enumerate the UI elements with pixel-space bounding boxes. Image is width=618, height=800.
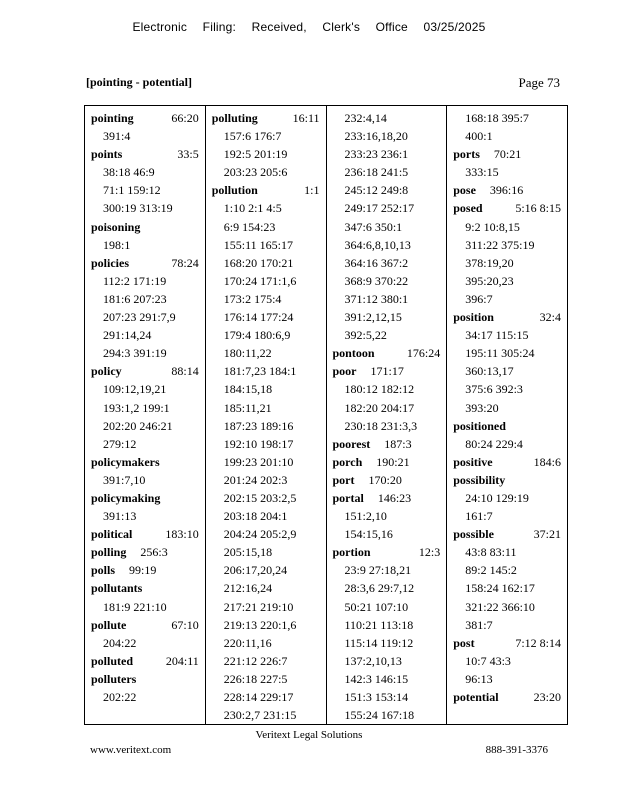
index-entry xyxy=(453,308,567,326)
index-ref: 190:21 xyxy=(376,454,410,469)
index-ref-line: 202:22 xyxy=(103,690,137,704)
index-ref-line: 180:11,22 xyxy=(223,346,272,361)
index-word: policy xyxy=(91,364,122,379)
index-ref-line: 245:12 249:8 xyxy=(344,183,409,198)
index-ref-line: 202:20 246:21 xyxy=(103,418,173,433)
index-ref: 176:24 xyxy=(406,346,441,361)
filing-header xyxy=(0,20,618,34)
index-ref-line: 193:1,2 199:1 xyxy=(103,400,170,415)
index-ref-line: 207:23 291:7,9 xyxy=(103,310,176,325)
index-ref-line: 232:4,14 xyxy=(344,111,387,125)
index-word: pose xyxy=(453,183,476,198)
index-ref-line: 71:1 159:12 xyxy=(103,183,161,198)
index-ref-line: 233:23 236:1 xyxy=(344,147,409,162)
index-ref-line: 391:2,12,15 xyxy=(344,310,402,325)
index-ref: 1:1 xyxy=(304,183,320,198)
index-ref-line: 393:20 xyxy=(465,400,499,415)
index-word: portion xyxy=(332,545,371,560)
index-ref-line: 192:5 201:19 xyxy=(223,147,288,162)
index-word: ports xyxy=(453,147,480,162)
index-ref-line: 154:15,16 xyxy=(344,527,393,542)
index-ref-line: 220:11,16 xyxy=(223,635,272,650)
index-ref-line: 400:1 xyxy=(465,129,493,144)
index-ref-line: 236:18 241:5 xyxy=(344,165,409,180)
index-word: poor xyxy=(332,364,357,379)
index-ref-line: 311:22 375:19 xyxy=(465,237,535,252)
index-word: post xyxy=(453,635,475,650)
index-ref: 184:6 xyxy=(533,454,561,469)
index-entry xyxy=(91,453,205,471)
index-ref-line: 378:19,20 xyxy=(465,255,514,270)
index-ref-line: 180:12 182:12 xyxy=(344,382,415,397)
index-entry xyxy=(91,362,205,380)
index-ref-line: 375:6 392:3 xyxy=(465,382,523,397)
index-ref-line: 205:15,18 xyxy=(223,545,273,560)
index-entry xyxy=(333,489,447,507)
index-ref: 5:16 8:15 xyxy=(515,201,561,216)
index-ref-line: 233:16,18,20 xyxy=(344,129,408,144)
page-number: Page 73 xyxy=(518,75,560,90)
index-word: polling xyxy=(91,545,127,560)
index-ref-line: 203:23 205:6 xyxy=(223,165,288,180)
index-ref-line: 360:13,17 xyxy=(465,364,514,379)
index-ref: 16:11 xyxy=(292,111,320,125)
index-ref-line: 230:18 231:3,3 xyxy=(344,418,418,433)
index-ref-line: 206:17,20,24 xyxy=(223,563,288,578)
header-received: Received, xyxy=(251,20,307,34)
index-word: poorest xyxy=(332,436,371,451)
index-ref: 32:4 xyxy=(539,310,561,325)
index-ref-line: 181:7,23 184:1 xyxy=(223,364,297,379)
index-ref-line: 155:11 165:17 xyxy=(223,237,293,252)
index-ref: 204:11 xyxy=(165,653,199,668)
footer-website: www.veritext.com xyxy=(90,744,172,756)
index-ref-line: 80:24 229:4 xyxy=(465,436,523,451)
index-ref-line: 192:10 198:17 xyxy=(223,436,294,451)
index-word: posed xyxy=(453,201,483,216)
index-entry xyxy=(91,543,205,561)
index-ref-line: 176:14 177:24 xyxy=(223,310,294,325)
index-ref-line: 391:7,10 xyxy=(103,472,146,487)
index-ref-line: 333:15 xyxy=(465,165,499,180)
index-ref-line: 158:24 162:17 xyxy=(465,581,535,596)
index-entry xyxy=(333,344,447,362)
index-entry xyxy=(333,435,447,453)
index-ref-line: 392:5,22 xyxy=(344,328,387,343)
index-word: policies xyxy=(91,255,129,270)
index-ref-line: 9:2 10:8,15 xyxy=(465,219,520,234)
index-ref-line: 230:2,7 231:15 xyxy=(223,708,297,723)
index-word: points xyxy=(91,147,123,162)
word-index-grid xyxy=(84,105,568,725)
index-ref-line: 321:22 366:10 xyxy=(465,599,535,614)
index-ref: 7:12 8:14 xyxy=(515,635,561,650)
index-ref-line: 6:9 154:23 xyxy=(223,219,276,234)
index-ref-line: 168:20 170:21 xyxy=(223,255,294,270)
index-word: possibility xyxy=(453,472,506,487)
index-entry xyxy=(91,616,205,634)
index-ref: 66:20 xyxy=(171,111,199,125)
index-word: positive xyxy=(453,454,493,469)
index-ref-line: 24:10 129:19 xyxy=(465,490,529,505)
index-word: pontoon xyxy=(332,346,375,361)
index-ref-line: 1:10 2:1 4:5 xyxy=(223,201,282,216)
index-ref-line: 170:24 171:1,6 xyxy=(223,273,297,288)
index-entry xyxy=(91,561,205,579)
footer-company: Veritext Legal Solutions xyxy=(255,729,363,741)
index-ref-line: 291:14,24 xyxy=(103,328,152,343)
index-column-1 xyxy=(85,106,206,724)
index-entry xyxy=(91,109,205,127)
index-ref-line: 249:17 252:17 xyxy=(344,201,415,216)
index-ref-line: 204:24 205:2,9 xyxy=(223,527,297,542)
index-ref-line: 347:6 350:1 xyxy=(344,219,403,234)
index-ref-line: 201:24 202:3 xyxy=(223,472,288,487)
index-ref-line: 212:16,24 xyxy=(223,581,273,596)
index-ref-line: 184:15,18 xyxy=(223,382,273,397)
index-word: polluters xyxy=(91,671,137,686)
index-ref-line: 195:11 305:24 xyxy=(465,346,535,361)
index-entry xyxy=(91,670,205,688)
index-word: positioned xyxy=(453,418,506,433)
index-ref-line: 185:11,21 xyxy=(223,400,272,415)
index-ref-line: 228:14 229:17 xyxy=(223,690,294,704)
index-ref: 256:3 xyxy=(140,545,168,560)
index-word: pollution xyxy=(211,183,258,198)
index-ref-line: 300:19 313:19 xyxy=(103,201,173,216)
index-entry xyxy=(453,417,567,435)
index-ref-line: 142:3 146:15 xyxy=(344,671,409,686)
index-word: pointing xyxy=(91,111,134,125)
index-ref: 183:10 xyxy=(165,527,199,542)
index-word: porch xyxy=(332,454,363,469)
index-ref-line: 151:2,10 xyxy=(344,509,387,524)
index-ref: 146:23 xyxy=(377,490,412,505)
index-ref-line: 179:4 180:6,9 xyxy=(223,328,291,343)
index-ref: 187:3 xyxy=(384,436,412,451)
index-word: policymakers xyxy=(91,454,160,469)
index-ref-line: 294:3 391:19 xyxy=(103,346,167,361)
index-ref-line: 89:2 145:2 xyxy=(465,563,517,578)
index-ref-line: 364:16 367:2 xyxy=(344,255,409,270)
index-entry xyxy=(212,109,326,127)
index-entry xyxy=(212,181,326,199)
header-date: 03/25/2025 xyxy=(423,20,486,34)
index-ref: 171:17 xyxy=(370,364,404,379)
index-ref: 99:19 xyxy=(129,563,157,578)
index-ref-line: 221:12 226:7 xyxy=(223,653,288,668)
index-ref-line: 396:7 xyxy=(465,291,493,306)
index-word: position xyxy=(453,310,494,325)
index-ref-line: 219:13 220:1,6 xyxy=(223,617,297,632)
index-ref: 396:16 xyxy=(489,183,524,198)
index-ref-line: 50:21 107:10 xyxy=(344,599,409,614)
index-entry xyxy=(91,254,205,272)
index-ref-line: 182:20 204:17 xyxy=(344,400,415,415)
index-ref-line: 115:14 119:12 xyxy=(344,635,414,650)
index-column-2 xyxy=(206,106,327,724)
index-entry xyxy=(333,453,447,471)
index-column-3 xyxy=(327,106,448,724)
index-ref: 23:20 xyxy=(533,690,561,704)
header-electronic: Electronic xyxy=(132,20,188,34)
index-ref: 67:10 xyxy=(171,617,199,632)
header-filing: Filing: xyxy=(202,20,237,34)
header-office: Office xyxy=(375,20,408,34)
index-word: polluted xyxy=(91,653,134,668)
index-ref-line: 112:2 171:19 xyxy=(103,273,167,288)
index-word: polls xyxy=(91,563,116,578)
index-entry xyxy=(453,525,567,543)
index-column-4 xyxy=(447,106,567,724)
index-entry xyxy=(453,634,567,652)
index-ref-line: 151:3 153:14 xyxy=(344,690,409,704)
index-ref-line: 199:23 201:10 xyxy=(223,454,294,469)
index-ref-line: 155:24 167:18 xyxy=(344,708,415,723)
index-entry xyxy=(453,688,567,706)
index-entry xyxy=(453,181,567,199)
index-range: [pointing - potential] xyxy=(86,75,193,89)
index-ref-line: 202:15 203:2,5 xyxy=(223,490,297,505)
index-ref-line: 34:17 115:15 xyxy=(465,328,529,343)
index-entry xyxy=(453,453,567,471)
index-ref-line: 279:12 xyxy=(103,436,137,451)
index-word: policymaking xyxy=(91,490,161,505)
index-ref-line: 137:2,10,13 xyxy=(344,653,402,668)
index-ref-line: 198:1 xyxy=(103,237,131,252)
index-ref: 88:14 xyxy=(171,364,199,379)
index-ref-line: 173:2 175:4 xyxy=(223,291,282,306)
index-entry xyxy=(333,543,447,561)
index-ref-line: 96:13 xyxy=(465,671,493,686)
index-ref-line: 23:9 27:18,21 xyxy=(344,563,412,578)
index-ref-line: 368:9 370:22 xyxy=(344,273,409,288)
index-ref-line: 181:9 221:10 xyxy=(103,599,167,614)
index-word: pollute xyxy=(91,617,127,632)
index-ref-line: 217:21 219:10 xyxy=(223,599,294,614)
index-ref-line: 161:7 xyxy=(465,509,493,524)
index-ref: 37:21 xyxy=(533,527,561,542)
index-entry xyxy=(91,652,205,670)
index-ref-line: 364:6,8,10,13 xyxy=(344,237,411,252)
index-ref-line: 395:20,23 xyxy=(465,273,514,288)
index-ref: 78:24 xyxy=(171,255,199,270)
index-ref-line: 10:7 43:3 xyxy=(465,653,511,668)
index-entry xyxy=(91,145,205,163)
index-ref: 33:5 xyxy=(177,147,199,162)
index-entry xyxy=(453,471,567,489)
index-entry xyxy=(453,199,567,217)
index-ref-line: 391:13 xyxy=(103,509,137,524)
index-ref-line: 181:6 207:23 xyxy=(103,291,167,306)
index-ref-line: 371:12 380:1 xyxy=(344,291,409,306)
index-ref-line: 38:18 46:9 xyxy=(103,165,155,180)
index-word: port xyxy=(332,472,355,487)
header-clerks: Clerk's xyxy=(322,20,361,34)
index-ref-line: 28:3,6 29:7,12 xyxy=(344,581,415,596)
index-word: poisoning xyxy=(91,219,141,234)
index-entry xyxy=(91,525,205,543)
index-word: pollutants xyxy=(91,581,143,596)
index-entry xyxy=(453,145,567,163)
index-entry xyxy=(91,218,205,236)
index-ref-line: 157:6 176:7 xyxy=(223,129,282,144)
index-ref: 70:21 xyxy=(493,147,522,162)
index-ref: 12:3 xyxy=(418,545,441,560)
index-word: political xyxy=(91,527,133,542)
footer-phone: 888-391-3376 xyxy=(485,744,548,756)
index-ref-line: 187:23 189:16 xyxy=(223,418,294,433)
index-word: possible xyxy=(453,527,494,542)
index-ref: 170:20 xyxy=(368,472,402,487)
index-ref-line: 110:21 113:18 xyxy=(344,617,414,632)
index-entry xyxy=(333,471,447,489)
index-entry xyxy=(91,579,205,597)
index-ref-line: 226:18 227:5 xyxy=(223,671,288,686)
index-ref-line: 391:4 xyxy=(103,129,131,144)
index-ref-line: 43:8 83:11 xyxy=(465,545,517,560)
index-word: potential xyxy=(453,690,499,704)
index-ref-line: 168:18 395:7 xyxy=(465,111,529,125)
index-word: polluting xyxy=(211,111,258,125)
index-ref-line: 109:12,19,21 xyxy=(103,382,167,397)
index-ref-line: 381:7 xyxy=(465,617,493,632)
index-ref-line: 203:18 204:1 xyxy=(223,509,288,524)
index-word: portal xyxy=(332,490,364,505)
index-entry xyxy=(91,489,205,507)
index-entry xyxy=(333,362,447,380)
index-ref-line: 204:22 xyxy=(103,635,137,650)
